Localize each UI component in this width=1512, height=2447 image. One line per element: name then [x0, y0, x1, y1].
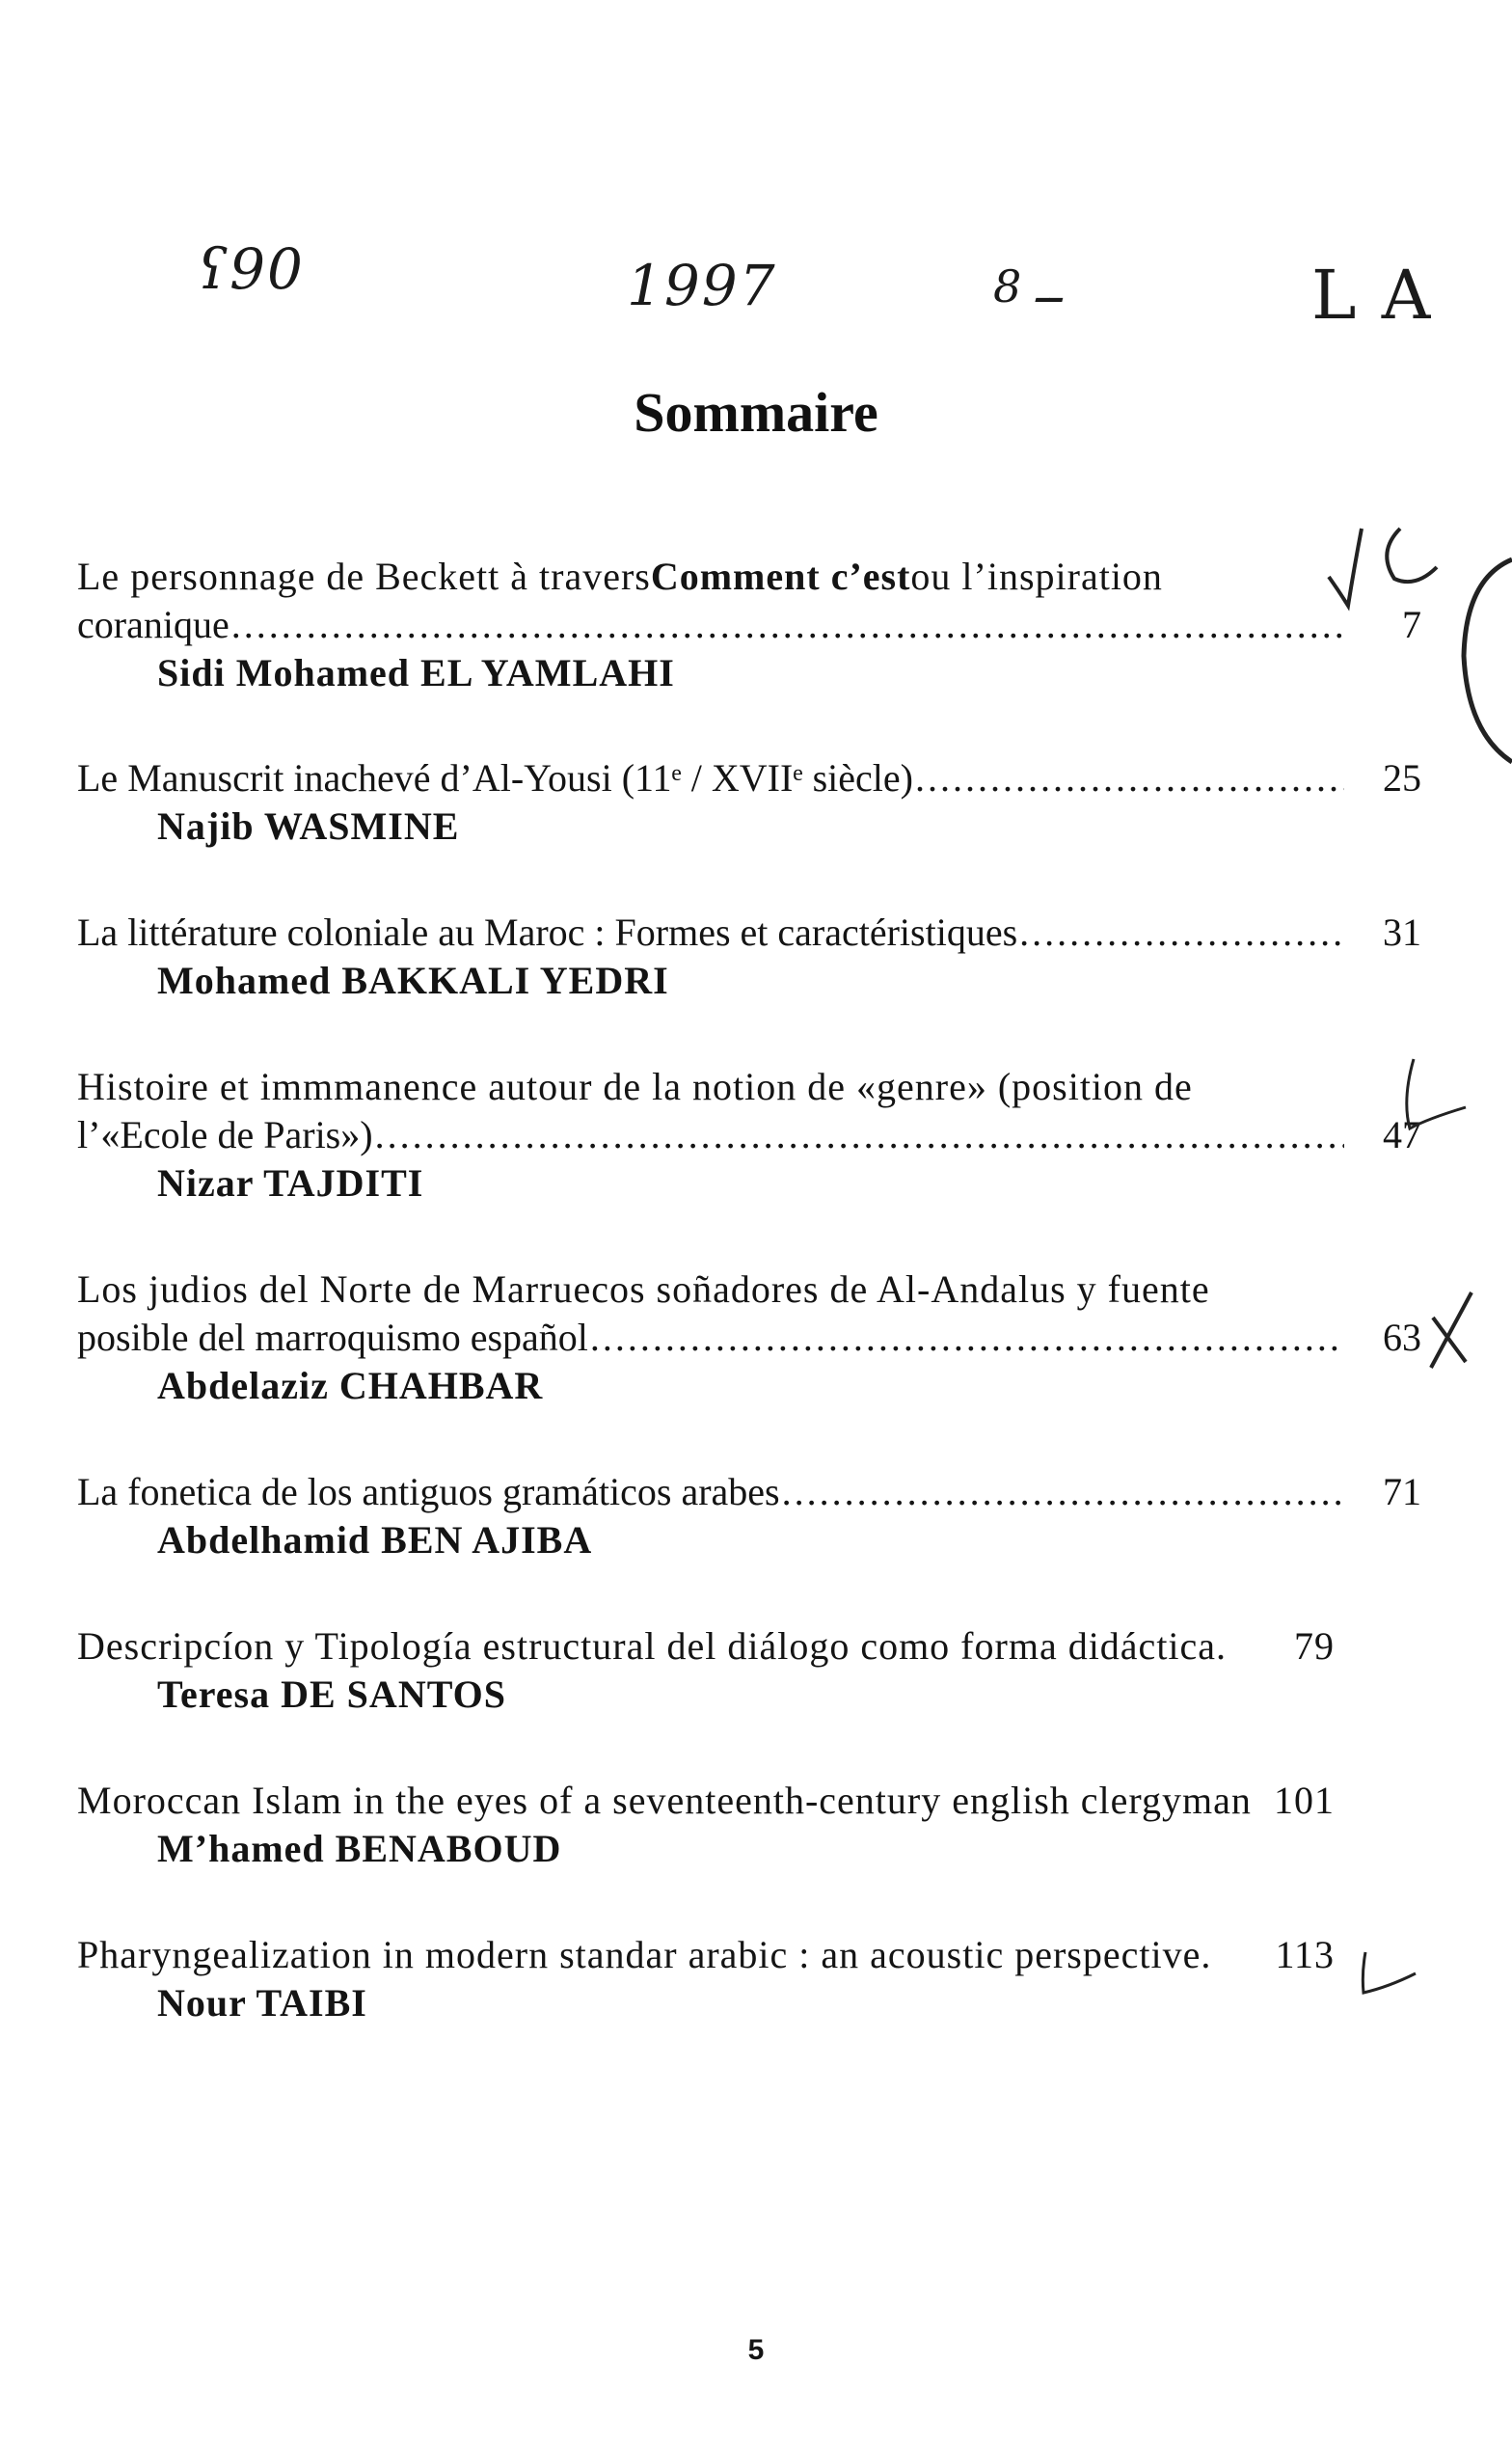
entry-author: Najib WASMINE: [157, 804, 460, 848]
entry-author: Mohamed BAKKALI YEDRI: [157, 959, 669, 1002]
page-number: 7: [1402, 603, 1421, 646]
entry-title-part: ou l’inspiration: [910, 555, 1163, 598]
page-number: 79: [1294, 1624, 1335, 1668]
page-folio: 5: [747, 2334, 765, 2366]
margin-arc-mark: [1464, 559, 1512, 762]
handwritten-note-4: L A: [1311, 256, 1433, 335]
entry-author: Nizar TAJDITI: [157, 1161, 424, 1205]
page-number: 25: [1383, 756, 1421, 800]
entry-title-text: La fonetica de los antiguos gramáticos arabes: [77, 1470, 780, 1513]
entry-title-part: Le personnage de Beckett à travers: [77, 555, 651, 598]
entry-author: Abdelaziz CHAHBAR: [157, 1364, 544, 1407]
entry-author: Teresa DE SANTOS: [157, 1672, 507, 1716]
entry-title-text: Histoire et immmanence autour de la notion de «genre» (position de: [77, 1065, 1193, 1108]
entry-title-text: l’«Ecole de Paris»): [77, 1113, 373, 1156]
check-mark-icon: [1329, 529, 1362, 606]
entry-author: Nour TAIBI: [157, 1981, 367, 2025]
handwritten-note-1: ʕ90: [198, 236, 305, 302]
page-title: Sommaire: [634, 381, 878, 444]
entry-title-text: Los judios del Norte de Marruecos soñadores de Al-Andalus y fuente: [77, 1267, 1210, 1311]
entry-title-text: Moroccan Islam in the eyes of a seventeenth-century english clergyman: [77, 1779, 1252, 1822]
entry-author: M’hamed BENABOUD: [157, 1827, 562, 1870]
scribble-mark-icon: [1363, 1952, 1416, 1993]
page-number: 31: [1383, 911, 1421, 954]
scribble-mark-icon: [1387, 529, 1437, 582]
page-number: 47: [1383, 1113, 1421, 1156]
cross-mark-icon: [1431, 1292, 1472, 1368]
entry-title-text: Pharyngealization in modern standar arabic : an acoustic perspective.: [77, 1933, 1212, 1976]
entry-title-text: coranique: [77, 603, 230, 646]
entry-title-text: posible del marroquismo español: [77, 1316, 588, 1359]
page-number: 101: [1274, 1779, 1335, 1822]
entry-title-text: Le Manuscrit inachevé d’Al-Yousi (11ᵉ / XVIIᵉ siècle): [77, 756, 913, 800]
entry-author: Abdelhamid BEN AJIBA: [157, 1518, 593, 1562]
page-number: 113: [1275, 1933, 1335, 1976]
entry-title-text: Descripcíon y Tipología estructural del diálogo como forma didáctica.: [77, 1624, 1228, 1668]
handwritten-note-3: ــ 8: [993, 260, 1062, 313]
entry-title-text: La littérature coloniale au Maroc : Formes et caractéristiques: [77, 911, 1018, 954]
page-number: 71: [1383, 1470, 1421, 1513]
entry-author: Sidi Mohamed EL YAMLAHI: [157, 651, 675, 694]
entry-title-italic-work: Comment c’est: [650, 555, 911, 598]
scribble-mark-icon: [1407, 1059, 1466, 1128]
page-number: 63: [1383, 1316, 1421, 1359]
handwritten-note-2: 1997: [627, 253, 777, 318]
